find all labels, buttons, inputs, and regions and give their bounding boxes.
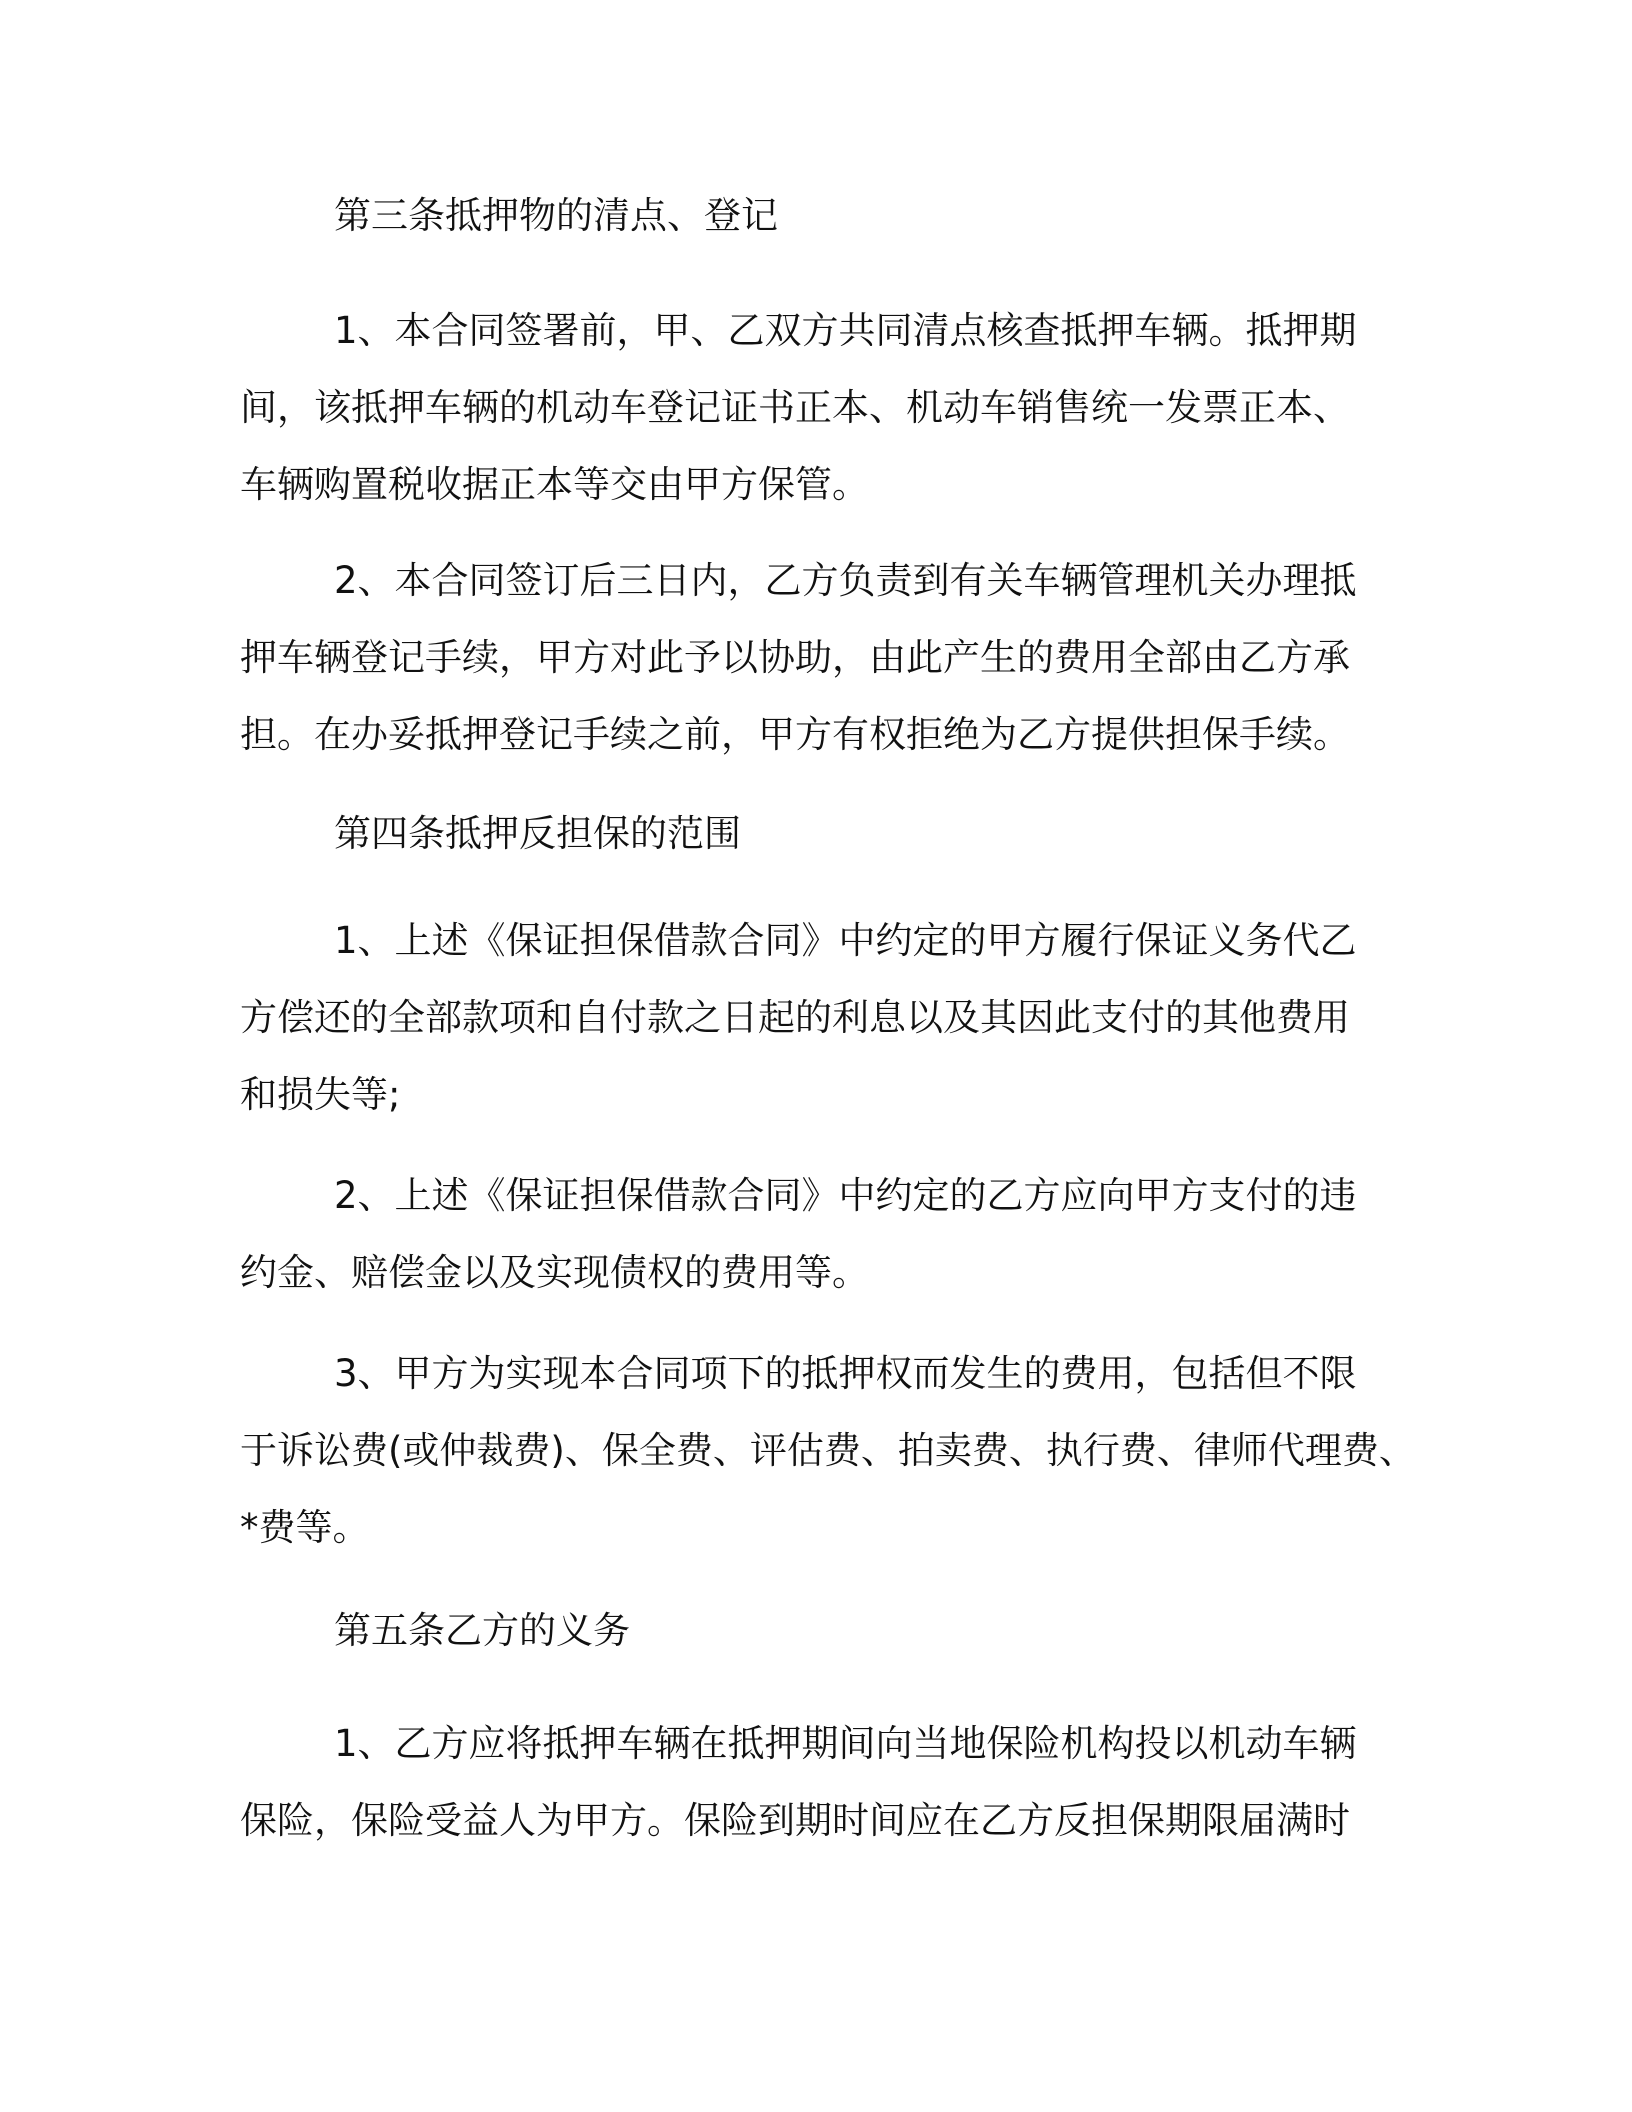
section-heading-3	[240, 177, 1420, 254]
paragraph-line: 1、本合同签署前，甲、乙双方共同清点核查抵押车辆。抵押期	[334, 309, 1357, 352]
heading-text: 第三条抵押物的清点、登记	[334, 194, 778, 237]
paragraph-line: 车辆购置税收据正本等交由甲方保管。	[240, 463, 869, 506]
paragraph-line: 约金、赔偿金以及实现债权的费用等。	[240, 1251, 869, 1294]
paragraph-line: 2、本合同签订后三日内，乙方负责到有关车辆管理机关办理抵	[334, 559, 1357, 602]
paragraph-line: 1、上述《保证担保借款合同》中约定的甲方履行保证义务代乙	[334, 919, 1357, 962]
paragraph-line: *费等。	[240, 1506, 370, 1549]
paragraph	[240, 542, 1420, 773]
paragraph-line: 担。在办妥抵押登记手续之前，甲方有权拒绝为乙方提供担保手续。	[240, 713, 1350, 756]
section-heading-4	[240, 795, 1420, 872]
paragraph	[240, 1157, 1420, 1311]
paragraph-line: 1、乙方应将抵押车辆在抵押期间向当地保险机构投以机动车辆	[334, 1722, 1357, 1765]
heading-text: 第五条乙方的义务	[334, 1609, 630, 1652]
paragraph-line: 3、甲方为实现本合同项下的抵押权而发生的费用，包括但不限	[334, 1352, 1357, 1395]
paragraph-line: 间，该抵押车辆的机动车登记证书正本、机动车销售统一发票正本、	[240, 386, 1350, 429]
paragraph-line: 于诉讼费(或仲裁费)、保全费、评估费、拍卖费、执行费、律师代理费、	[240, 1429, 1416, 1472]
paragraph	[240, 292, 1420, 523]
paragraph	[240, 1705, 1420, 1859]
paragraph	[240, 902, 1420, 1133]
paragraph-line: 保险，保险受益人为甲方。保险到期时间应在乙方反担保期限届满时	[240, 1799, 1350, 1842]
paragraph-line: 押车辆登记手续，甲方对此予以协助，由此产生的费用全部由乙方承	[240, 636, 1350, 679]
paragraph	[240, 1335, 1420, 1566]
paragraph-line: 2、上述《保证担保借款合同》中约定的乙方应向甲方支付的违	[334, 1174, 1357, 1217]
paragraph-line: 和损失等;	[240, 1073, 401, 1116]
paragraph-line: 方偿还的全部款项和自付款之日起的利息以及其因此支付的其他费用	[240, 996, 1350, 1039]
section-heading-5	[240, 1592, 1420, 1669]
heading-text: 第四条抵押反担保的范围	[334, 812, 741, 855]
